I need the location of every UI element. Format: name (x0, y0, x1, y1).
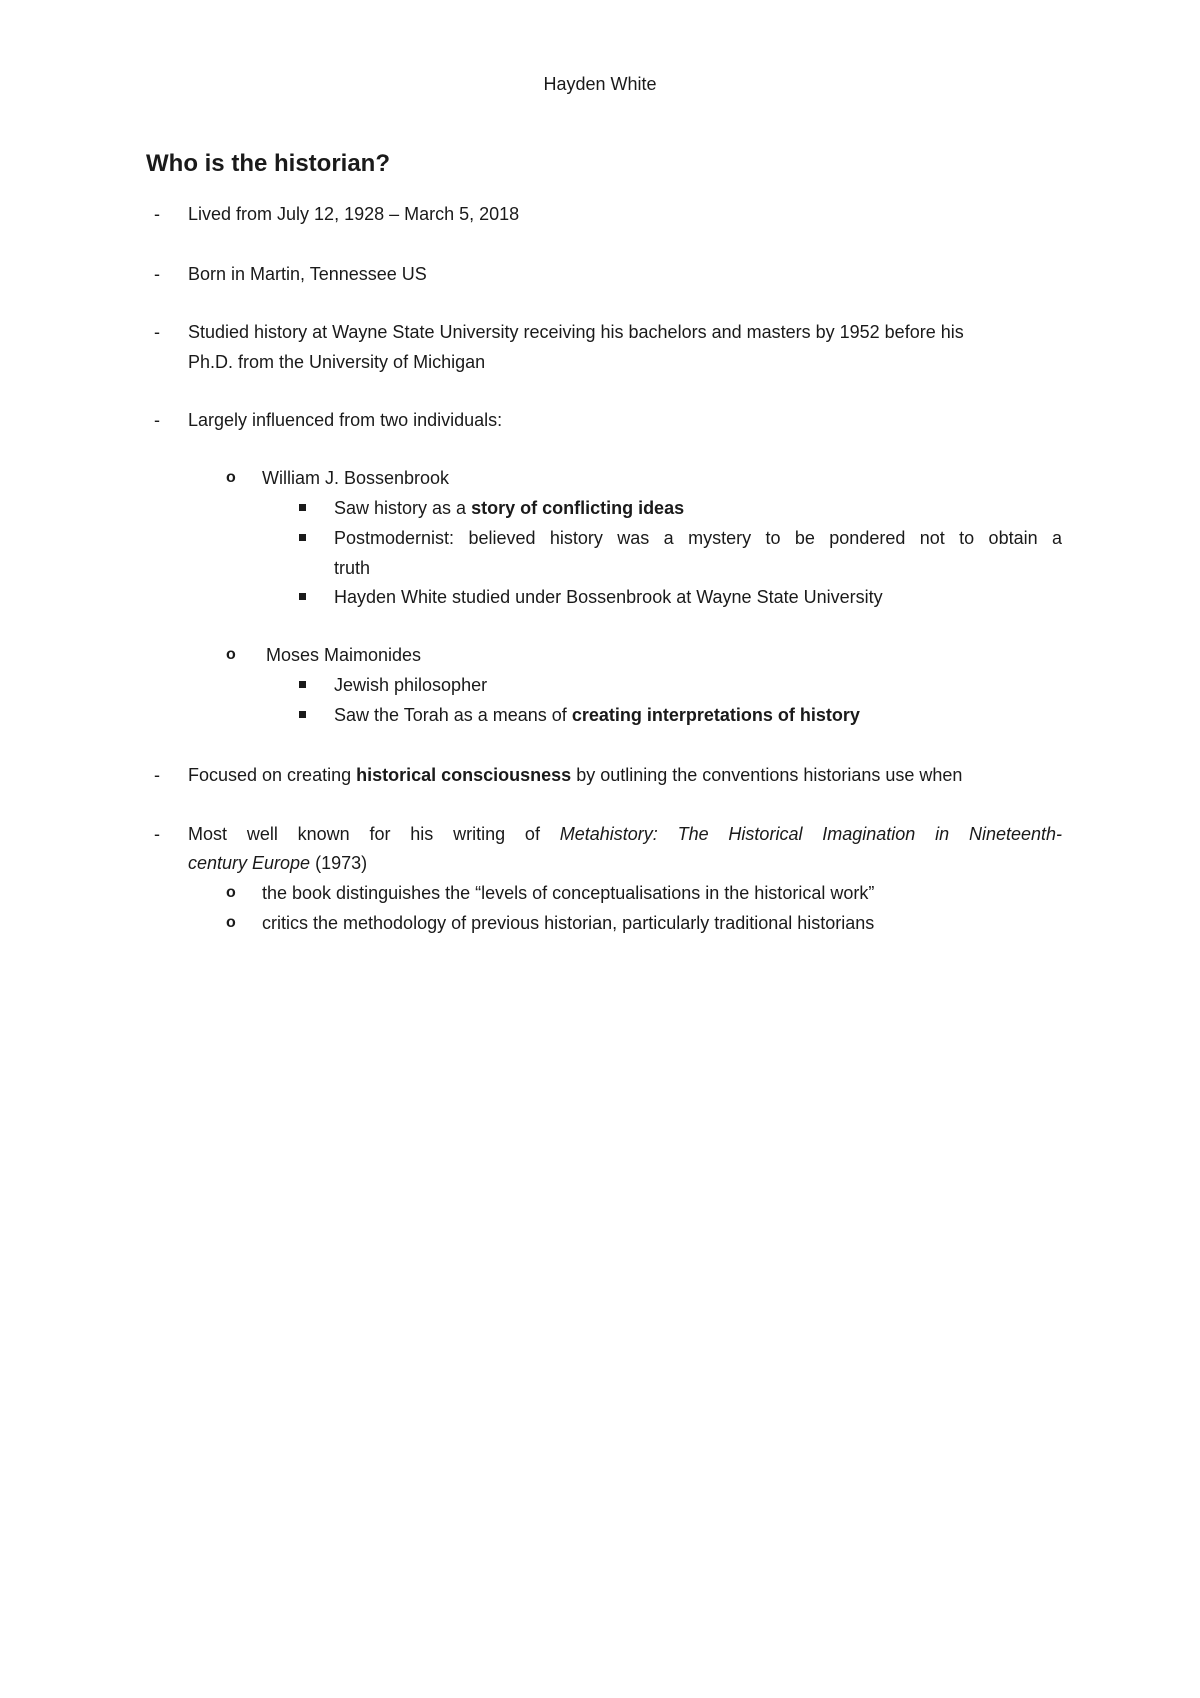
book-point-1: the book distinguishes the “levels of conceptualisations in the historical work” (262, 883, 875, 903)
square-bullet (299, 534, 306, 541)
bossenbrook-point-1: Saw history as a story of conflicting ideas (334, 498, 685, 518)
square-bullet (299, 681, 306, 688)
dash-bullet: - (154, 264, 160, 284)
o-bullet: o (226, 914, 236, 931)
maimonides-name: Moses Maimonides (266, 645, 422, 665)
book-point-2: critics the methodology of previous historian, particularly traditional historians (262, 913, 875, 933)
maimonides-point-2: Saw the Torah as a means of creating interpretations of history (334, 705, 860, 725)
dash-bullet: - (154, 765, 160, 785)
dash-bullet: - (154, 322, 160, 342)
square-bullet (299, 504, 306, 511)
square-bullet (299, 593, 306, 600)
known-text-line1: Most well known for his writing of Metahistory: The Historical Imagination in Nineteenth- (188, 824, 1063, 844)
o-bullet: o (226, 884, 236, 901)
focused-text: Focused on creating historical consciousness by outlining the conventions historians use when (188, 765, 963, 785)
maimonides-point-1: Jewish philosopher (334, 675, 488, 695)
bossenbrook-point-2-line1: Postmodernist: believed history was a mystery to be pondered not to obtain a (334, 528, 1062, 548)
bossenbrook-point-2-line2: truth (334, 558, 371, 578)
studied-text-line2: Ph.D. from the University of Michigan (188, 352, 486, 372)
dash-bullet: - (154, 204, 160, 224)
dash-bullet: - (154, 824, 160, 844)
born-text: Born in Martin, Tennessee US (188, 264, 427, 284)
o-bullet: o (226, 646, 236, 663)
square-bullet (299, 711, 306, 718)
lived-text: Lived from July 12, 1928 – March 5, 2018 (188, 204, 520, 224)
bossenbrook-name: William J. Bossenbrook (262, 468, 450, 488)
o-bullet: o (226, 469, 236, 486)
studied-text-line1: Studied history at Wayne State University receiving his bachelors and masters by 1952 before his (188, 322, 964, 342)
section-heading: Who is the historian? (146, 150, 390, 177)
influenced-text: Largely influenced from two individuals: (188, 410, 503, 430)
known-text-line2: century Europe (1973) (188, 853, 368, 873)
bossenbrook-point-3: Hayden White studied under Bossenbrook at Wayne State University (334, 587, 883, 607)
dash-bullet: - (154, 410, 160, 430)
page-header: Hayden White (543, 74, 657, 94)
